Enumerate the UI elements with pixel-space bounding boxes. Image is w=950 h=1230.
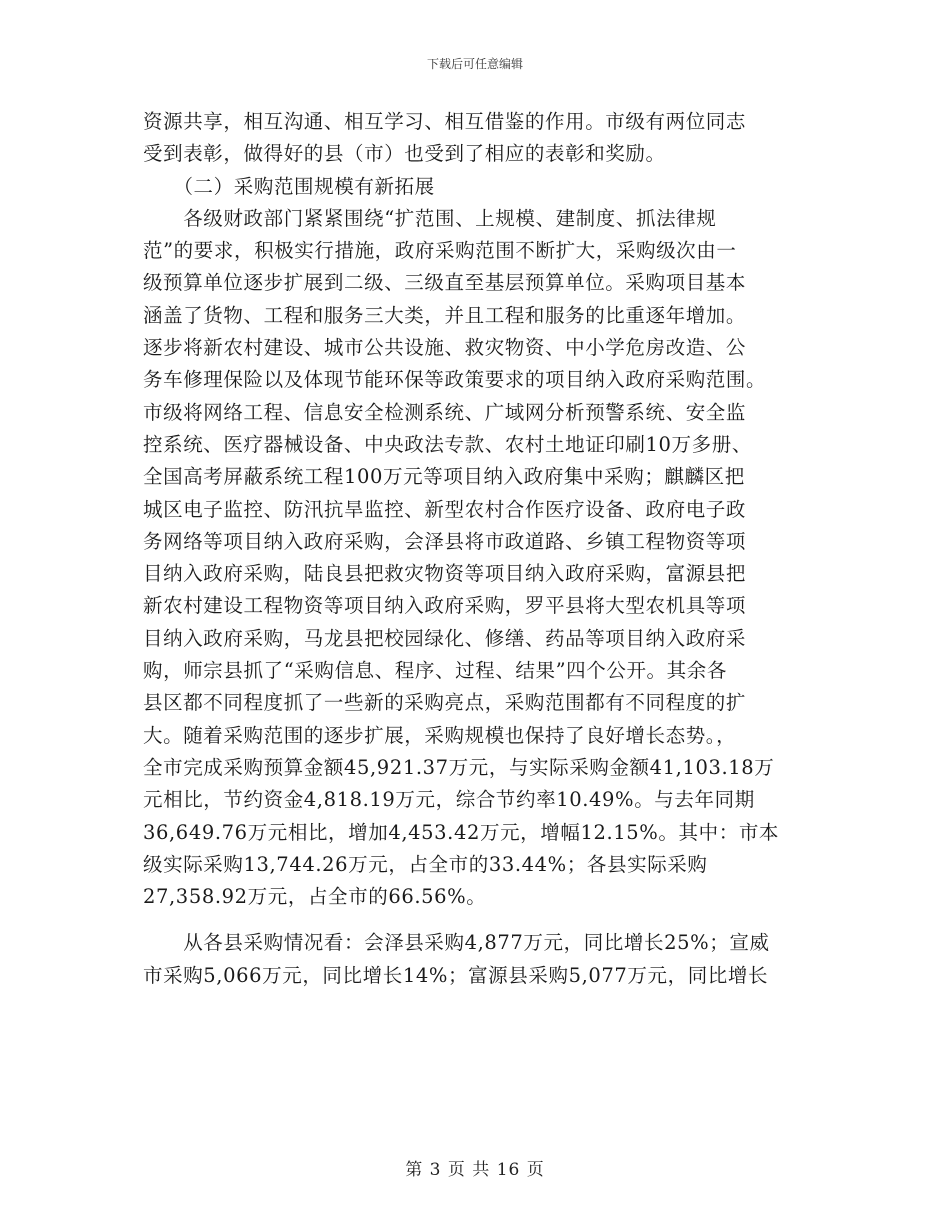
text-line: 资源共享，相互沟通、相互学习、相互借鉴的作用。市级有两位同志 [143,110,747,133]
text-line: 城区电子监控、防汛抗旱监控、新型农村合作医疗设备、政府电子政 [143,497,747,521]
text-line: 大。随着采购范围的逐步扩展，采购规模也保持了良好增长态势。， [143,723,737,747]
text-line: 目纳入政府采购，马龙县把校园绿化、修缮、药品等项目纳入政府采 [143,626,747,650]
text-line: 全国高考屏蔽系统工程100万元等项目纳入政府集中采购；麒麟区把 [143,465,745,489]
text-line: 控系统、医疗器械设备、中央政法专款、农村土地证印刷10万多册、 [143,432,752,456]
text-line: 全市完成采购预算金额45,921.37万元，与实际采购金额41,103.18万 [143,755,775,779]
text-line: 36,649.76万元相比，增加4,453.42万元，增幅12.15%。其中：市本 [143,820,780,844]
text-line: 购，师宗县抓了“采购信息、程序、过程、结果”四个公开。其余各 [143,659,727,683]
text-line: 务网络等项目纳入政府采购，会泽县将市政道路、乡镇工程物资等项 [143,529,747,553]
text-line: 级预算单位逐步扩展到二级、三级直至基层预算单位。采购项目基本 [143,271,747,295]
text-line: 目纳入政府采购，陆良县把救灾物资等项目纳入政府采购，富源县把 [143,562,747,586]
text-line: 27,358.92万元，占全市的66.56%。 [143,885,487,909]
section-heading: （二）采购范围规模有新拓展 [143,174,435,198]
text-line: 各级财政部门紧紧围绕“扩范围、上规模、建制度、抓法律规 [143,206,717,230]
text-line: 受到表彰，做得好的县（市）也受到了相应的表彰和奖励。 [143,142,666,166]
paragraph-gap [143,913,813,927]
text-line: 市采购5,066万元，同比增长14%；富源县采购5,077万元，同比增长 [143,963,769,987]
text-line: 县区都不同程度抓了一些新的采购亮点，采购范围都有不同程度的扩 [143,691,747,715]
text-line: 新农村建设工程物资等项目纳入政府采购，罗平县将大型农机具等项 [143,594,747,618]
page-header-note: 下载后可任意编辑 [426,57,523,71]
text-line: 级实际采购13,744.26万元，占全市的33.44%；各县实际采购 [143,852,708,876]
text-line: 从各县采购情况看：会泽县采购4,877万元，同比增长25%；宣威 [143,931,770,955]
text-line: 逐步将新农村建设、城市公共设施、救灾物资、中小学危房改造、公 [143,336,747,360]
page-number-footer: 第 3 页 共 16 页 [405,1160,545,1180]
text-line: 市级将网络工程、信息安全检测系统、广域网分析预警系统、安全监 [143,400,747,424]
document-body [143,106,813,992]
text-line: 务车修理保险以及体现节能环保等政策要求的项目纳入政府采购范围。 [143,368,767,392]
text-line: 元相比，节约资金4,818.19万元，综合节约率10.49%。与去年同期 [143,788,755,812]
text-line: 涵盖了货物、工程和服务三大类，并且工程和服务的比重逐年增加。 [143,303,747,327]
text-line: 范”的要求，积极实行措施，政府采购范围不断扩大，采购级次由一 [143,239,737,263]
